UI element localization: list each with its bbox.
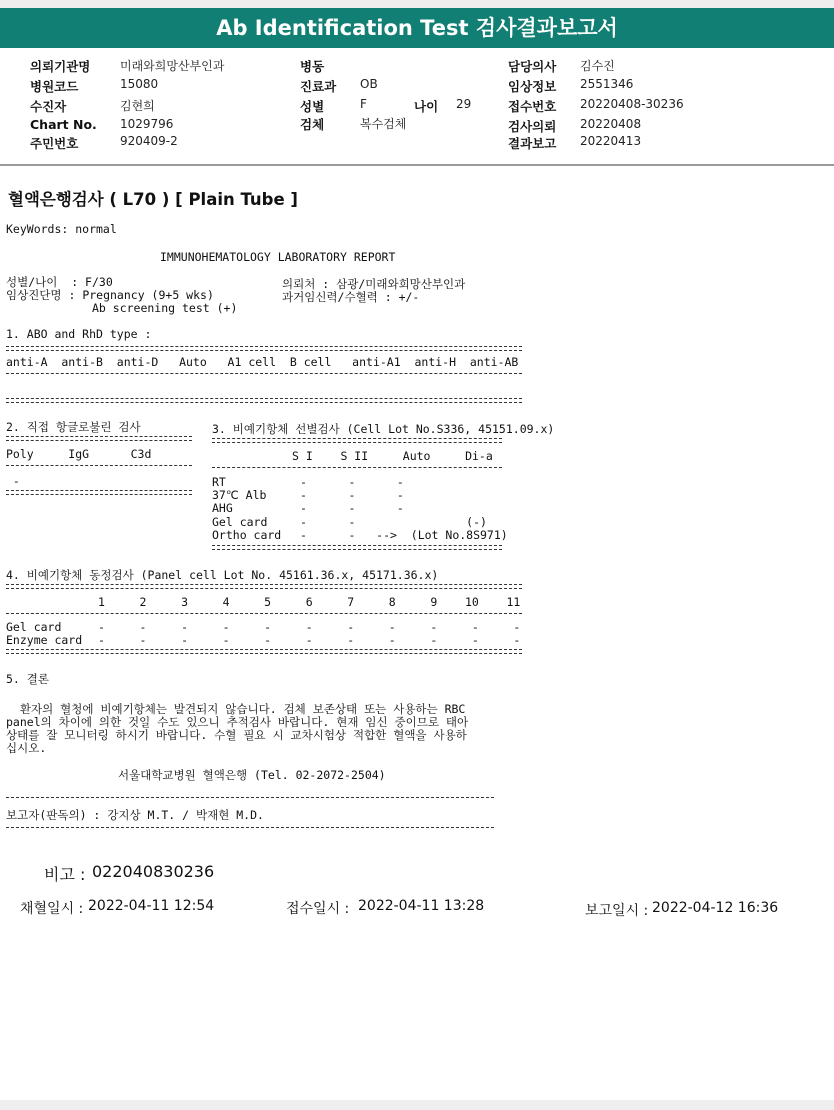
divider [6,398,522,403]
divider [6,827,494,828]
result-value: 20220413 [580,134,642,148]
divider [212,467,502,468]
screen-row-values: - - - [300,475,404,489]
sex-value: F [360,97,367,111]
requester: 의뢰처 : 삼광/미래와희망산부인과 [282,277,466,291]
bottom-strip [0,1100,834,1110]
enzyme-values: - - - - - - - - - - - [98,633,521,647]
screen-row-values: - - - [300,501,404,515]
conclusion-line: 환자의 혈청에 비예기항체는 발견되지 않습니다. 검체 보존상태 또는 사용하는 RBC [6,702,466,716]
report-value: 2022-04-12 16:36 [652,900,779,916]
abo-title: 1. ABO and RhD type : [6,327,152,341]
dat-columns: Poly IgG C3d [6,447,152,461]
rrn-value: 920409-2 [120,134,178,148]
screen-row-label: RT [212,475,226,489]
inst-label: 의뢰기관명 [30,59,91,74]
request-value: 20220408 [580,117,642,131]
screen-row-values: - - - [300,488,404,502]
diagnosis-2: Ab screening test (+) [92,301,238,315]
code-label: 병원코드 [30,79,79,94]
note-label: 비고 : [44,865,86,884]
panel-title: 4. 비예기항체 동정검사 (Panel cell Lot No. 45161.36.x, 45171.36.x) [6,568,439,582]
divider [6,584,522,589]
dept-value: OB [360,77,378,91]
receipt-value: 20220408-30236 [580,97,684,111]
screen-row-values: - - --> (Lot No.8S971) [300,528,508,542]
clinical-value: 2551346 [580,77,634,91]
divider [6,465,192,466]
gel-label: Gel card [6,620,62,634]
clinical-label: 임상정보 [508,79,557,94]
reporter-line: 보고자(판독의) : 강지상 M.T. / 박재현 M.D. [6,808,264,822]
conclusion-line: 십시오. [6,741,47,755]
conclusion-line: panel의 차이에 의한 것일 수도 있으니 추적검사 바랍니다. 현재 임신 중이므로 태아 [6,715,469,729]
divider [6,797,494,798]
specimen-label: 검체 [300,117,325,132]
screen-row-label: AHG [212,501,233,515]
accept-value: 2022-04-11 13:28 [358,898,485,914]
conclusion-line: 상태를 잘 모니터링 하시기 바랍니다. 수혈 필요 시 교차시험상 적합한 혈액을 사용하 [6,728,467,742]
divider [6,490,192,495]
divider [6,346,522,351]
divider [212,545,502,550]
panel-columns: 1 2 3 4 5 6 7 8 9 10 11 [98,595,521,609]
sex-age: 성별/나이 : F/30 [6,275,113,289]
inst-value: 미래와희망산부인과 [120,59,225,73]
divider [6,649,522,654]
history: 과거임신력/수혈력 : +/- [282,290,420,304]
specimen-value: 복수검체 [360,117,407,131]
sex-label: 성별 [300,99,325,114]
dat-title: 2. 직접 항글로불린 검사 [6,420,141,434]
screen-row-values: - - (-) [300,515,487,529]
code-value: 15080 [120,77,159,91]
diagnosis: 임상진단명 : Pregnancy (9+5 wks) [6,288,214,302]
doctor-label: 담당의사 [508,59,557,74]
rrn-label: 주민번호 [30,136,79,151]
accept-label: 접수일시 : [286,901,350,917]
enzyme-label: Enzyme card [6,633,83,647]
report-title: Ab Identification Test 검사결과보고서 [0,8,834,48]
screen-title: 3. 비예기항체 선별검사 (Cell Lot No.S336, 45151.09.x) [212,422,555,436]
age-label: 나이 [414,99,439,114]
screen-row-label: 37℃ Alb [212,488,267,502]
dat-values: - [6,474,20,488]
sampler-label: 수진자 [30,99,67,114]
sampler-value: 김현희 [120,99,155,113]
divider [6,373,522,374]
collect-label: 채혈일시 : [20,901,84,917]
conclusion-title: 5. 결론 [6,672,49,686]
abo-columns: anti-A anti-B anti-D Auto A1 cell B cell anti-A1 anti-H anti-AB [6,355,519,369]
chart-label: Chart No. [30,117,97,132]
note-value: 022040830236 [92,862,215,881]
screen-columns: S I S II Auto Di-a [292,449,493,463]
collect-value: 2022-04-11 12:54 [88,898,215,914]
keywords: KeyWords: normal [6,222,117,236]
receipt-label: 접수번호 [508,99,557,114]
ward-label: 병동 [300,59,325,74]
request-label: 검사의뢰 [508,119,557,134]
divider [6,436,192,441]
patient-header [0,48,834,166]
screen-row-label: Ortho card [212,528,282,542]
top-strip [0,0,834,8]
hospital-line: 서울대학교병원 혈액은행 (Tel. 02-2072-2504) [118,768,386,782]
report-label: 보고일시 : [585,903,649,919]
result-label: 결과보고 [508,136,557,151]
chart-value: 1029796 [120,117,174,131]
dept-label: 진료과 [300,79,337,94]
section-title: 혈액은행검사 ( L70 ) [ Plain Tube ] [8,190,298,209]
screen-row-label: Gel card [212,515,268,529]
doctor-value: 김수진 [580,59,615,73]
gel-values: - - - - - - - - - - - [98,620,521,634]
divider [212,438,502,443]
report-heading: IMMUNOHEMATOLOGY LABORATORY REPORT [160,250,396,264]
age-value: 29 [456,97,472,111]
divider [6,613,522,614]
